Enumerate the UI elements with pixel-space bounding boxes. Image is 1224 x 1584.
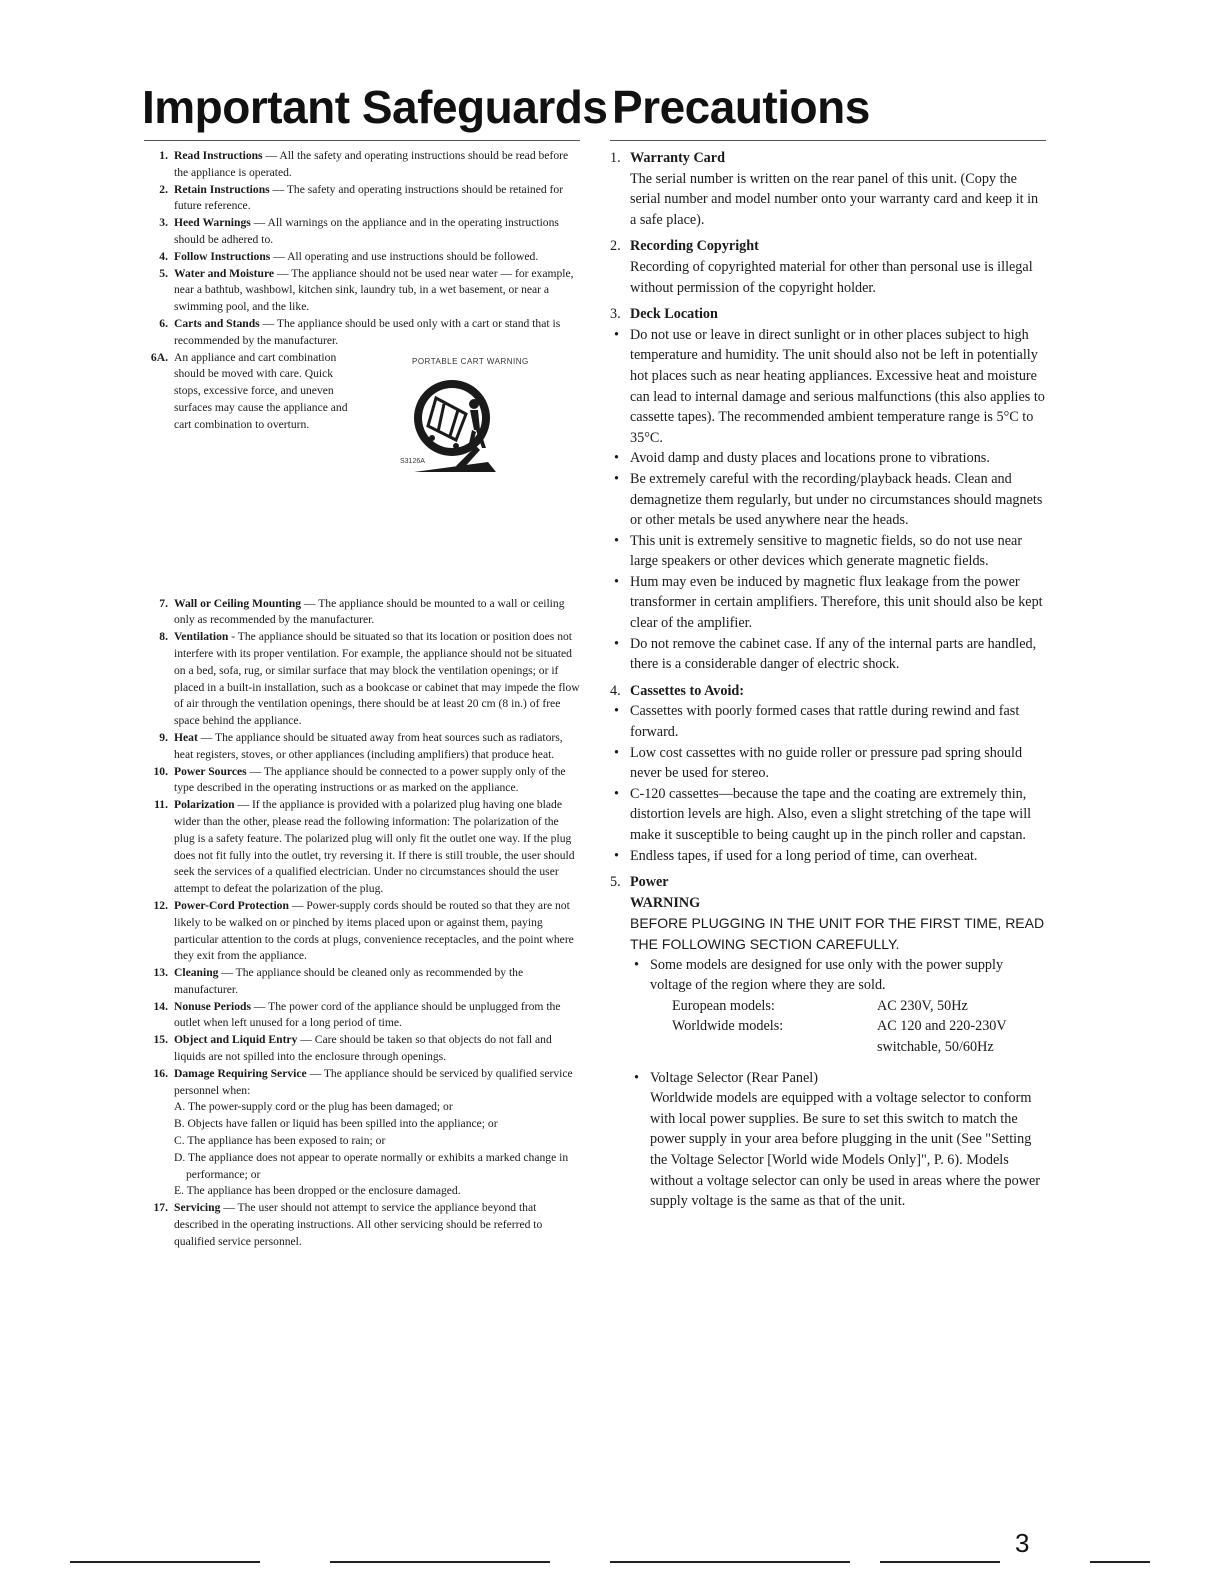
voltage-label: European models: [672, 997, 775, 1014]
item-text: Recording of copyrighted material for other than personal use is illegal without permission of the copyright holder. [630, 258, 1033, 296]
item-number: 1. [610, 150, 621, 166]
item-number: 7. [159, 596, 168, 610]
item-title: Ventilation [174, 630, 229, 644]
item-title: Power [630, 874, 669, 891]
item-number: 4. [159, 249, 168, 263]
item-text: — The power cord of the appliance should be unplugged from the outlet when left unused for a long period of time. [174, 999, 561, 1030]
item-title: Carts and Stands [174, 316, 260, 330]
safeguard-item-16 [144, 1066, 582, 1200]
precaution-deck-location [610, 304, 1046, 675]
item-number: 3. [610, 306, 621, 323]
voltage-label: Worldwide models: [672, 1018, 784, 1035]
bullet-item: • C-120 cassettes—because the tape and the coating are extremely thin, distortion levels are high. Also, even a slight stretching of the tape will make it susceptible to being caught up in the pinch roller and capstan. [610, 784, 1046, 846]
damage-condition: C. The appliance has been exposed to rain; or [174, 1134, 386, 1148]
damage-condition: D. The appliance does not appear to operate normally or exhibits a marked change in performance; or [174, 1150, 569, 1181]
safeguard-item-7 [144, 596, 582, 630]
bullet-item: • Be extremely careful with the recording/playback heads. Clean and demagnetize them regularly, but under no circumstances should magnets or other metals be used anywhere near the heads. [610, 469, 1046, 531]
warning-title: WARNING [630, 894, 701, 911]
damage-condition: E. The appliance has been dropped or the enclosure damaged. [174, 1184, 461, 1198]
item-title: Retain Instructions [174, 182, 270, 196]
item-title: Water and Moisture [174, 266, 275, 280]
safeguard-item-4 [144, 249, 582, 266]
safeguard-item-14 [144, 999, 582, 1033]
item-text: — If the appliance is provided with a polarized plug having one blade wider than the other, please read the following information: The polarization of the plug is a safety feature. The polarized plug will only fit the outlet one way. If the plug does not fit fully into the outlet, try reversing it. If there is still trouble, the user should seek the services of a qualified electrician. Under no circumstances should the user attempt to defeat the polarization of the plug. [174, 798, 575, 896]
item-title: Deck Location [630, 306, 718, 323]
footer-rule [880, 1561, 1000, 1563]
item-title: Read Instructions [174, 149, 263, 162]
bullet-item: • This unit is extremely sensitive to magnetic fields, so do not use near large speakers or other devices which generate magnetic fields. [610, 531, 1046, 572]
item-number: 1. [159, 149, 168, 162]
item-text: - The appliance should be situated so that its location or position does not interfere with its proper ventilation. For example, the appliance should not be situated on a bed, sofa, rug, or similar surface that may block the ventilation openings; or if placed in a built-in installation, such as a bookcase or cabinet that may impede the flow of air through the ventilation openings, there should be at least 20 cm (8 in.) of free space behind the appliance. [174, 630, 580, 728]
item-text: — The appliance should be used only with a cart or stand that is recommended by the manufacturer. [174, 316, 561, 347]
damage-condition: B. Objects have fallen or liquid has been spilled into the appliance; or [174, 1117, 498, 1131]
bullet-item: • Do not remove the cabinet case. If any of the internal parts are handled, there is a considerable danger of electric shock. [610, 634, 1046, 675]
item-title: Polarization [174, 798, 235, 812]
item-text: — The safety and operating instructions should be retained for future reference. [174, 182, 564, 213]
item-number: 14. [153, 999, 168, 1013]
item-number: 4. [610, 682, 621, 699]
safeguard-item-5 [144, 266, 582, 316]
precautions-heading: Precautions [612, 81, 870, 133]
precaution-warranty-card [610, 148, 1046, 230]
bullet-item: • Low cost cassettes with no guide roller or pressure pad spring should never be used for stereo. [610, 743, 1046, 784]
footer-rule [1090, 1561, 1150, 1563]
page-number: 3 [1015, 1528, 1030, 1558]
item-number: 6A. [150, 350, 168, 364]
item-number: 8. [159, 630, 168, 644]
item-text: — The appliance should be situated away from heat sources such as radiators, heat registers, stoves, or other appliances (including amplifiers) that produce heat. [174, 730, 563, 761]
item-number: 2. [159, 182, 168, 196]
bullet-item [630, 955, 1046, 996]
item-text: — The appliance should not be used near water — for example, near a bathtub, washbowl, kitchen sink, laundry tub, in a wet basement, or near a swimming pool, and the like. [174, 266, 574, 314]
item-number: 15. [153, 1033, 168, 1047]
safeguard-item-13 [144, 965, 582, 999]
safeguard-item-9 [144, 730, 582, 764]
figure-code: S3126A [400, 457, 425, 465]
footer-rule [70, 1561, 260, 1563]
precaution-cassettes-to-avoid [610, 681, 1046, 866]
safeguard-item-17 [144, 1200, 582, 1250]
item-number: 2. [610, 238, 621, 255]
item-title: Power-Cord Protection [174, 898, 289, 912]
bullet-item: • Do not use or leave in direct sunlight or in other places subject to high temperature and humidity. The unit should also not be left in potentially hot places such as near heating appliances. Excessive heat and moisture can lead to internal damage and serious malfunctions (this also applies to cassette tapes). The recommended ambient temperature range is 5°C to 35°C. [610, 325, 1046, 449]
item-text: — All operating and use instructions should be followed. [270, 249, 539, 263]
warning-text: BEFORE PLUGGING IN THE UNIT FOR THE FIRST TIME, READ THE FOLLOWING SECTION CAREFULLY. [630, 915, 1045, 952]
item-title: Heat [174, 730, 198, 744]
safeguard-item-6 [144, 316, 582, 350]
safeguards-heading: Important Safeguards [142, 81, 608, 133]
precaution-recording-copyright [610, 236, 1046, 298]
item-number: 9. [159, 730, 168, 744]
item-text: — The appliance should be serviced by qualified service personnel when: [174, 1066, 573, 1097]
voltage-value: AC 230V, 50Hz [877, 997, 968, 1014]
safeguard-item-8 [144, 629, 582, 730]
item-number: 3. [159, 216, 168, 230]
item-text: — All the safety and operating instructions should be read before the appliance is operated. [174, 149, 569, 179]
cart-warning-label: PORTABLE CART WARNING [412, 356, 529, 366]
safeguard-item-2 [144, 182, 582, 216]
precaution-power [610, 872, 1046, 1212]
left-heading-rule [144, 140, 580, 141]
item-title: Power Sources [174, 764, 247, 778]
safeguard-item-10 [144, 764, 582, 798]
item-title: Cassettes to Avoid: [630, 682, 745, 699]
item-text: — Care should be taken so that objects do not fall and liquids are not spilled into the enclosure through openings. [174, 1033, 552, 1064]
bullet-item: • Endless tapes, if used for a long period of time, can overheat. [610, 846, 1046, 867]
item-text: — The appliance should be cleaned only as recommended by the manufacturer. [174, 966, 524, 996]
item-number: 5. [610, 874, 621, 891]
item-number: 10. [153, 764, 168, 778]
bullet-text: Some models are designed for use only with the power supply voltage of the region where they are sold. [650, 956, 1004, 994]
item-title: Wall or Ceiling Mounting [174, 596, 302, 610]
right-heading-rule [610, 140, 1046, 141]
bullet-item: • Avoid damp and dusty places and locations prone to vibrations. [610, 448, 1046, 469]
item-number: 5. [159, 266, 168, 280]
item-number: 16. [153, 1066, 168, 1080]
item-title: Servicing [174, 1201, 221, 1215]
footer-rule [330, 1561, 550, 1563]
safeguard-item-12 [144, 898, 582, 965]
item-title: Follow Instructions [174, 249, 271, 263]
item-title: Damage Requiring Service [174, 1066, 307, 1080]
footer-rule [610, 1561, 850, 1563]
item-text: — The appliance should be connected to a power supply only of the type described in the operating instructions or as marked on the appliance. [174, 764, 566, 795]
item-title: Object and Liquid Entry [174, 1033, 298, 1047]
item-text: The serial number is written on the rear panel of this unit. (Copy the serial number and model number onto your warranty card and keep it in a safe place). [630, 170, 1039, 228]
bullet-item: • Cassettes with poorly formed cases that rattle during rewind and fast forward. [610, 701, 1046, 742]
item-number: 17. [153, 1201, 168, 1215]
bullet-title: • Voltage Selector (Rear Panel) [650, 1069, 818, 1086]
safeguard-item-11 [144, 797, 582, 898]
item-title: Warranty Card [630, 150, 725, 166]
voltage-row [630, 1016, 1046, 1057]
item-number: 6. [159, 316, 168, 330]
item-text: — The appliance should be mounted to a wall or ceiling only as recommended by the manufacturer. [174, 596, 565, 627]
item-text: — All warnings on the appliance and in the operating instructions should be adhered to. [174, 216, 559, 246]
item-title: Recording Copyright [630, 238, 759, 255]
item-text: An appliance and cart combination should be moved with care. Quick stops, excessive force, and uneven surfaces may cause the appliance and cart combination to overturn. [174, 350, 348, 431]
safeguard-item-6a [120, 350, 582, 596]
safeguards-column [144, 148, 582, 1251]
damage-condition: A. The power-supply cord or the plug has been damaged; or [174, 1100, 453, 1114]
safeguard-item-15 [144, 1032, 582, 1066]
item-title: Nonuse Periods [174, 999, 251, 1013]
item-number: 13. [153, 966, 168, 980]
safeguard-item-3 [144, 215, 582, 249]
precautions-column [610, 148, 1046, 1218]
bullet-text: Worldwide models are equipped with a voltage selector to conform with local power supplies. Be sure to set this switch to match the power supply in your area before plugging in the unit (See "Setting the Voltage Selector [World wide Models Only]", P. 6). Models without a voltage selector can only be used in areas where the power supply voltage is the same as that of the unit. [650, 1090, 1041, 1210]
item-number: 12. [153, 898, 168, 912]
safeguard-item-1 [144, 148, 582, 182]
item-text: — The user should not attempt to service the appliance beyond that described in the operating instructions. All other servicing should be referred to qualified service personnel. [174, 1201, 543, 1248]
bullet-item: • Hum may even be induced by magnetic flux leakage from the power transformer in certain amplifiers. Therefore, this unit should also be kept clear of the amplifier. [610, 572, 1046, 634]
item-text: — Power-supply cords should be routed so that they are not likely to be walked on or pinched by items placed upon or against them, paying particular attention to the cords at plugs, convenience receptacles, and the point where they exit from the appliance. [174, 898, 574, 963]
bullet-item [630, 1068, 1046, 1212]
item-title: Cleaning [174, 966, 219, 980]
voltage-row [630, 996, 1046, 1017]
voltage-value: AC 120 and 220-230V switchable, 50/60Hz [877, 1018, 1007, 1055]
item-title: Heed Warnings [174, 216, 251, 230]
item-number: 11. [154, 798, 168, 812]
